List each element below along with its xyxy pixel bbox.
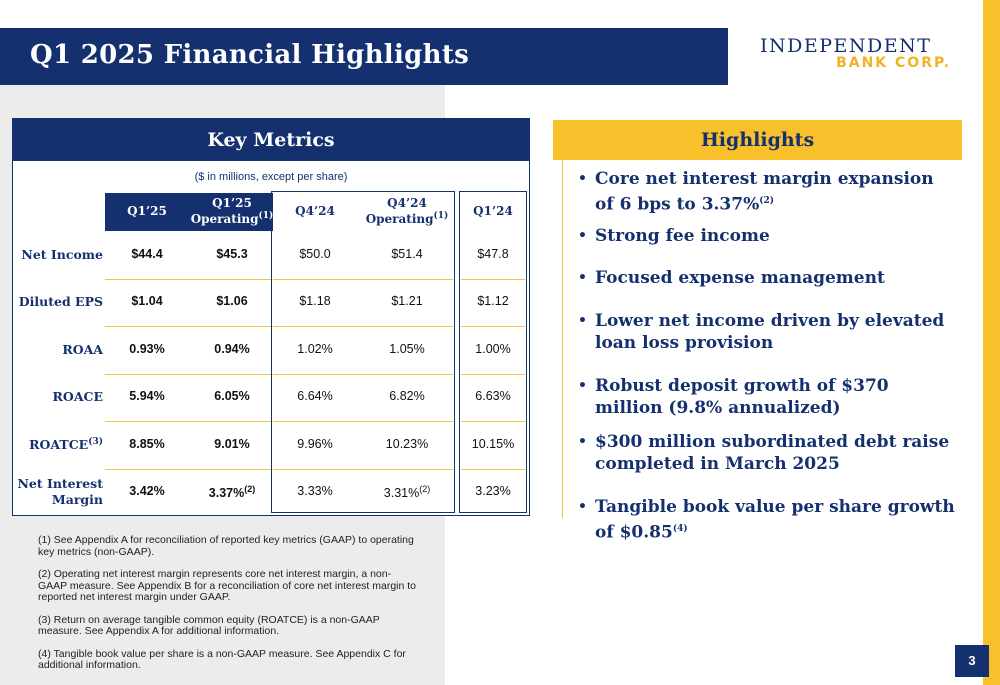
text: Q1’25 [127,204,167,219]
metric-cell [359,294,455,308]
text: $1.21 [391,294,423,309]
right-gold-stripe [983,0,1000,685]
highlight-item [578,310,958,354]
text: 3.37% [208,486,245,501]
row-divider [105,421,271,422]
key-metrics-panel [12,118,530,516]
metric-cell [189,389,275,403]
metric-cell [271,294,359,308]
logo-line1: INDEPENDENT [760,35,932,57]
bullet-icon: • [578,434,587,450]
text: 3.23% [475,484,511,499]
text: $1.04 [131,294,163,309]
row-divider [105,326,271,327]
footnote: (2) Operating net interest margin represents core net interest margin, a non-GAAP measure. See Appendix B for a reconciliation of core net interest margin to reported net interest margin under GAAP. [38,568,417,603]
row-divider [273,374,453,375]
text: ROACE [52,389,103,405]
text: 1.02% [297,341,333,356]
metric-cell [459,247,527,261]
text: Diluted EPS [18,294,103,310]
footnote: (3) Return on average tangible common equity (ROATCE) is a non-GAAP measure. See Appendix A for additional information. [38,613,380,637]
column-header-line [191,211,274,227]
superscript: (2) [419,484,431,495]
row-divider [105,469,271,470]
text: $1.18 [299,294,331,309]
text: 0.94% [214,341,250,356]
metric-cell [459,342,527,356]
text: $1.12 [477,294,509,309]
metric-cell [105,484,189,498]
text: ROAA [62,341,103,357]
text: Focused expense management [595,268,885,288]
highlight-item [578,431,958,475]
metric-cell [459,484,527,498]
row-label [15,342,103,358]
highlight-item [578,267,958,289]
metric-cell [105,247,189,261]
footnote: (1) See Appendix A for reconciliation of reported key metrics (GAAP) to operating key metrics (non-GAAP). [38,534,414,558]
text: $51.4 [391,246,423,261]
highlight-item [578,375,958,419]
column-header-line [366,211,449,227]
text: Lower net income driven by elevated loan loss provision [595,311,945,353]
metric-cell [459,437,527,451]
bullet-icon: • [578,171,587,187]
text: $50.0 [299,246,331,261]
row-divider [461,421,525,422]
text: 10.15% [471,436,515,451]
highlight-item [578,168,958,216]
metric-cell [189,247,275,261]
superscript: (1) [258,211,274,221]
key-metrics-subheader: ($ in millions, except per share) [194,171,348,183]
text: 6.82% [389,389,425,404]
row-divider [273,326,453,327]
row-divider [461,374,525,375]
metric-cell [359,342,455,356]
metric-cell [459,294,527,308]
column-header [271,193,359,231]
text: 1.05% [389,341,425,356]
row-divider [273,469,453,470]
superscript: (4) [672,524,688,534]
metric-cell [271,389,359,403]
text: 1.00% [475,341,511,356]
title-bar [0,28,728,85]
text: $45.3 [216,246,248,261]
text: 3.31% [383,486,420,501]
text: 3.33% [297,484,333,499]
highlights-rule [562,160,563,518]
text: Operating [365,212,434,226]
metric-cell [271,437,359,451]
metric-cell [359,437,455,451]
superscript: (1) [433,211,449,221]
row-label [15,476,103,507]
metric-cell [105,437,189,451]
metric-cell [189,294,275,308]
metric-cell [459,389,527,403]
text: 6.64% [297,389,333,404]
row-divider [273,421,453,422]
column-header [459,193,527,231]
metric-cell [189,437,275,451]
text: 3.42% [129,484,165,499]
text: Robust deposit growth of $370 million (9.8% annualized) [595,376,889,418]
text: Tangible book value per share growth of $0.85 [595,497,955,543]
row-label [15,389,103,405]
bullet-icon: • [578,228,587,244]
metric-cell [105,342,189,356]
text: Net Interest Margin [17,476,103,507]
metric-cell [189,484,275,500]
text: 6.05% [214,389,250,404]
column-header [189,193,275,231]
column-header-line: Q4’24 [387,196,427,211]
row-divider [105,279,271,280]
row-divider [461,469,525,470]
page-title: Q1 2025 Financial Highlights [30,40,470,70]
text: Strong fee income [595,226,770,246]
highlight-item [578,496,958,544]
footnote: (4) Tangible book value per share is a non-GAAP measure. See Appendix C for additional information. [38,647,406,671]
metric-cell [105,389,189,403]
company-logo [760,35,960,71]
metric-cell [271,484,359,498]
metric-cell [189,342,275,356]
text: Net Income [21,246,103,262]
bullet-icon: • [578,313,587,329]
metric-cell [271,342,359,356]
text: $1.06 [216,294,248,309]
column-header [105,193,189,231]
text: 8.85% [129,436,165,451]
metric-cell [359,247,455,261]
text: 9.96% [297,436,333,451]
bullet-icon: • [578,499,587,515]
key-metrics-header: Key Metrics [13,119,529,161]
footnotes [38,535,418,683]
bullet-icon: • [578,270,587,286]
metric-cell [271,247,359,261]
text: $47.8 [477,246,509,261]
text: Q4’24 [295,204,335,219]
text: ROATCE [29,436,89,452]
text: 0.93% [129,341,165,356]
text: Core net interest margin expansion of 6 bps to 3.37% [595,169,934,215]
metric-cell [359,389,455,403]
text: $300 million subordinated debt raise completed in March 2025 [595,432,950,474]
row-divider [461,326,525,327]
bullet-icon: • [578,378,587,394]
highlights-header: Highlights [553,120,962,160]
text: 6.63% [475,389,511,404]
column-header [359,193,455,231]
logo-line2: BANK CORP. [836,55,951,71]
metric-cell [359,484,455,500]
text: Operating [190,212,259,226]
text: 5.94% [129,389,165,404]
text: $44.4 [131,246,163,261]
row-divider [105,374,271,375]
row-label [15,294,103,310]
highlight-item [578,225,958,247]
superscript: (2) [759,196,775,206]
column-header-line: Q1’25 [212,196,252,211]
row-divider [461,279,525,280]
page-number: 3 [955,645,989,677]
text: 10.23% [385,436,429,451]
metric-cell [105,294,189,308]
row-label [15,437,103,453]
superscript: (2) [244,484,256,495]
text: 9.01% [214,436,250,451]
row-label [15,247,103,263]
superscript: (3) [88,436,103,447]
row-divider [273,279,453,280]
text: Q1’24 [473,204,513,219]
